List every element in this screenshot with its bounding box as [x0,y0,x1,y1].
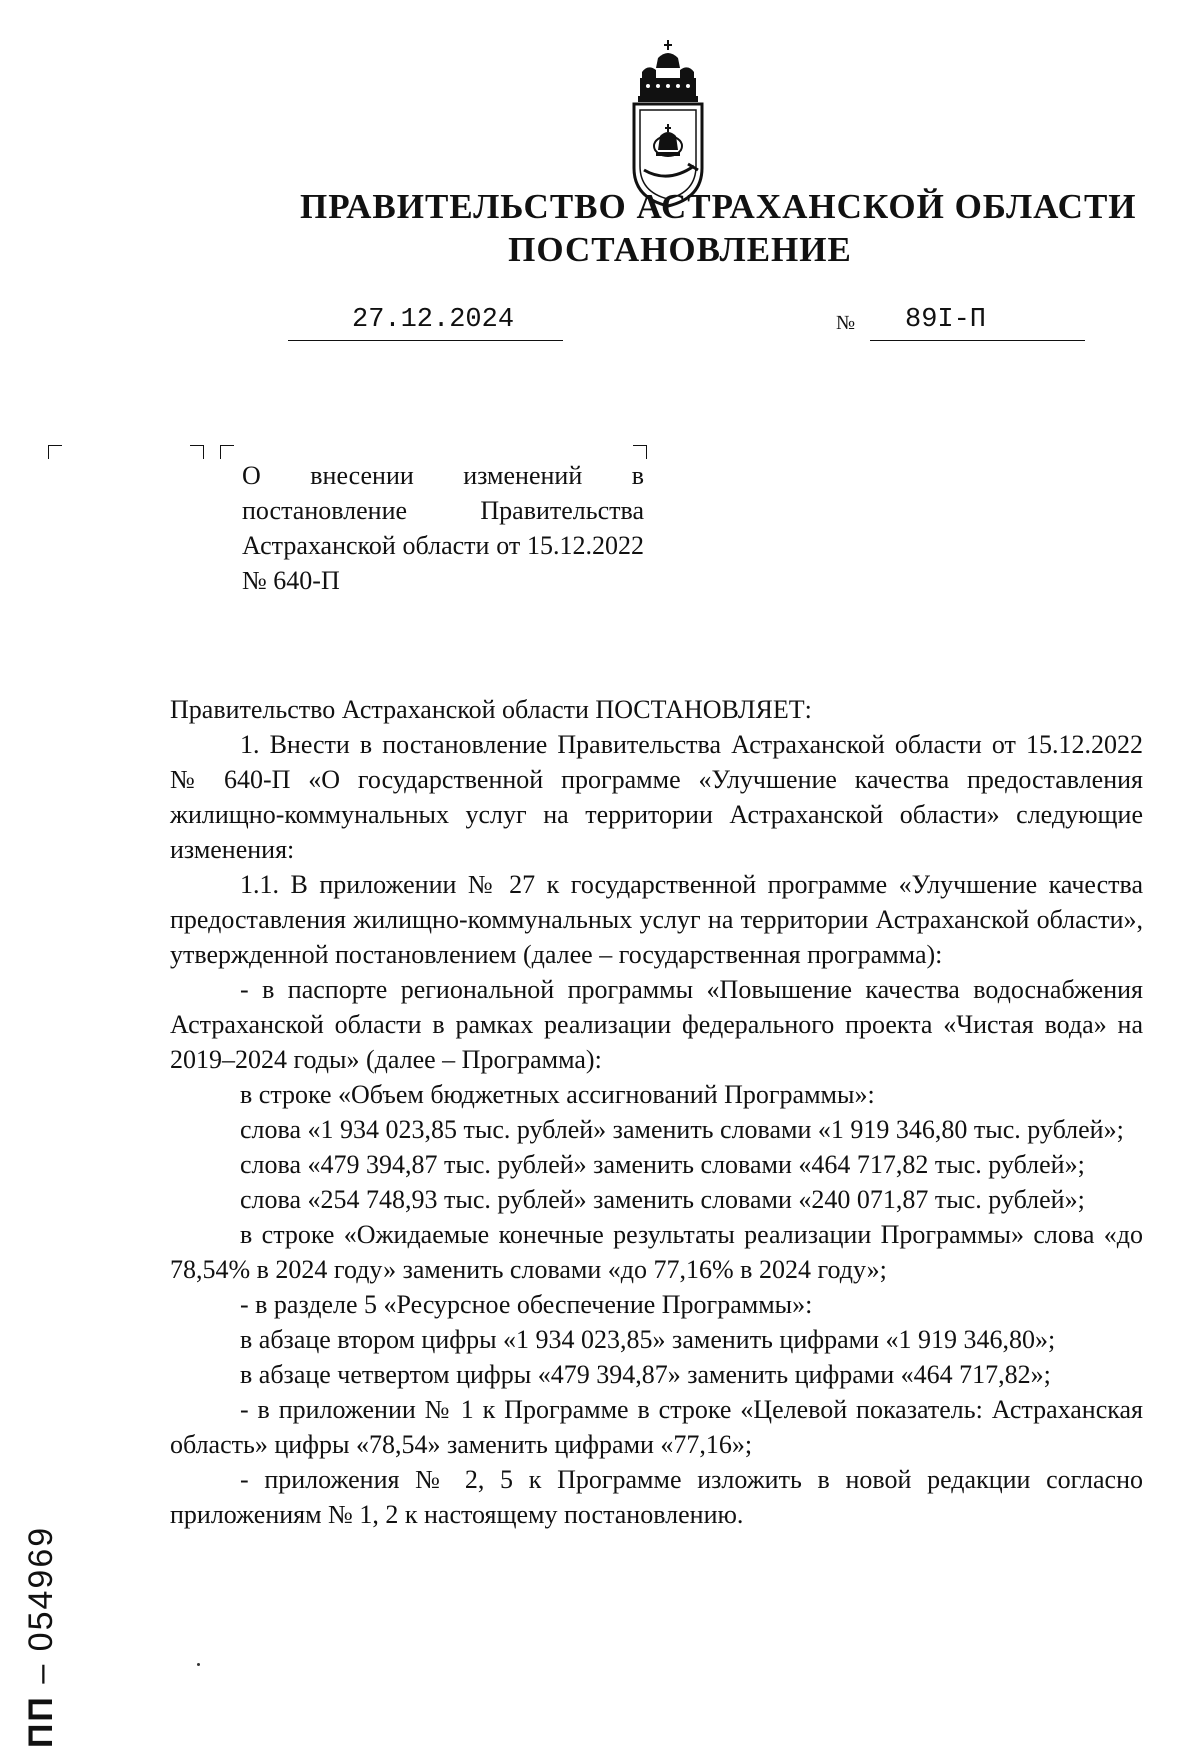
body-paragraph: в строке «Объем бюджетных ассигнований Программы»: [240,1080,875,1109]
document-date: 27.12.2024 [352,305,515,335]
government-title: ПРАВИТЕЛЬСТВО АСТРАХАНСКОЙ ОБЛАСТИ [300,187,1137,226]
number-sign: № [836,312,856,334]
number-underline [870,340,1085,341]
paper-speck [197,1663,200,1666]
corner-mark-subject-left [220,445,234,459]
form-number: – 054969 [22,1525,60,1684]
form-series: ПП [22,1695,60,1748]
corner-mark-left [48,445,62,459]
body-paragraph: в абзаце втором цифры «1 934 023,85» заменить цифрами «1 919 346,80»; [240,1325,1056,1354]
body-paragraph: слова «1 934 023,85 тыс. рублей» заменить словами «1 919 346,80 тыс. рублей»; [240,1115,1124,1144]
body-paragraph: в абзаце четвертом цифры «479 394,87» заменить цифрами «464 717,82»; [240,1360,1051,1389]
body-paragraph: в строке «Ожидаемые конечные результаты реализации Программы» слова «до 78,54% в 2024 году» заменить словами «до 77,16% в 2024 году»; [170,1220,1143,1284]
coat-of-arms-emblem [628,38,708,208]
body-paragraph: - в приложении № 1 к Программе в строке «Целевой показатель: Астраханская область» цифры «78,54» заменить цифрами «77,16»; [170,1395,1143,1459]
body-paragraph: - приложения № 2, 5 к Программе изложить в новой редакции согласно приложениям № 1, 2 к настоящему постановлению. [170,1465,1143,1529]
body-paragraph: 1.1. В приложении № 27 к государственной программе «Улучшение качества предоставления жилищно-коммунальных услуг на территории Астраханской области», утвержденной постановлением (далее – государственная программа): [170,870,1143,969]
body-paragraph: слова «479 394,87 тыс. рублей» заменить словами «464 717,82 тыс. рублей»; [240,1150,1085,1179]
document-subject: О внесении изменений в постановление Правительства Астраханской области от 15.12.2022 № 640-П [242,461,644,595]
document-body [170,692,1143,1532]
form-serial-stamp [22,1526,61,1748]
body-paragraph: - в разделе 5 «Ресурсное обеспечение Программы»: [240,1290,813,1319]
document-type-title: ПОСТАНОВЛЕНИЕ [508,230,852,269]
body-intro: Правительство Астраханской области ПОСТАНОВЛЯЕТ: [170,695,812,724]
body-paragraph: - в паспорте региональной программы «Повышение качества водоснабжения Астраханской области в рамках реализации федерального проекта «Чистая вода» на 2019–2024 годы» (далее – Программа): [170,975,1143,1074]
body-paragraph: 1. Внести в постановление Правительства Астраханской области от 15.12.2022 № 640-П «О государственной программе «Улучшение качества предоставления жилищно-коммунальных услуг на территории Астраханской области» следующие изменения: [170,730,1143,864]
date-underline [288,340,563,341]
body-paragraph: слова «254 748,93 тыс. рублей» заменить словами «240 071,87 тыс. рублей»; [240,1185,1085,1214]
document-number: 89I-П [905,305,987,335]
corner-mark-subject-left-outer [190,445,204,459]
corner-mark-subject-right [633,445,647,459]
